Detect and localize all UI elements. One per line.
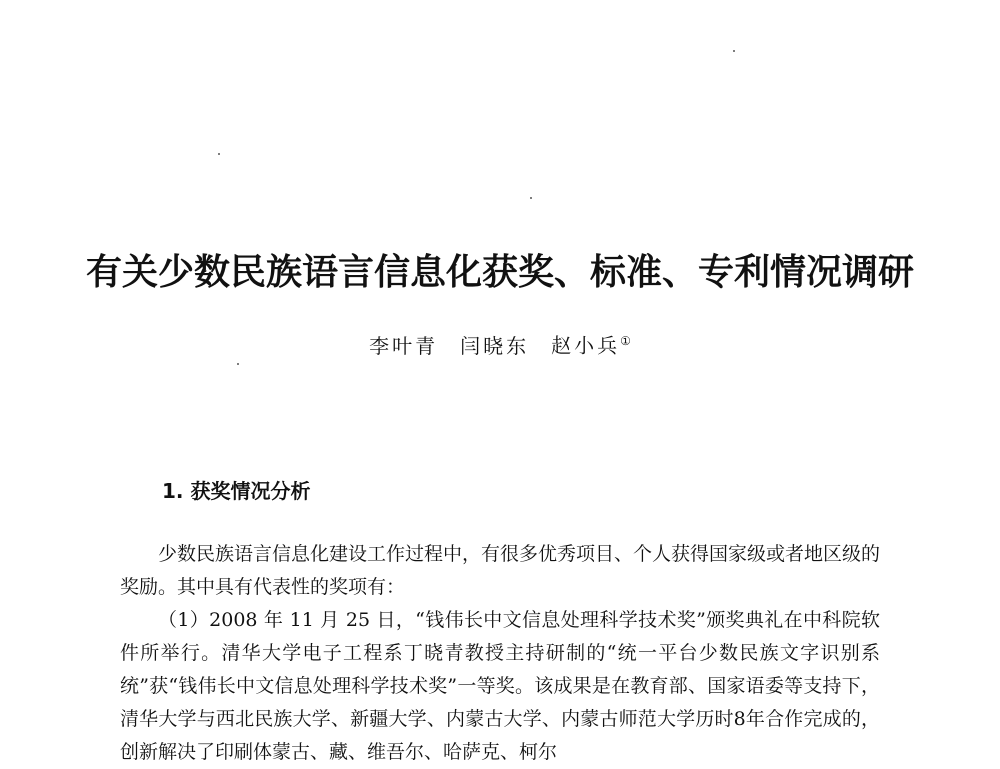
scan-speck <box>530 197 532 199</box>
footnote-marker: ① <box>620 334 631 348</box>
author-name-text: 赵小兵 <box>551 333 621 358</box>
paragraph: （1）2008 年 11 月 25 日，“钱伟长中文信息处理科学技术奖”颁奖典礼在中科院软件所举行。清华大学电子工程系丁晓青教授主持研制的“统一平台少数民族文字识别系统”获“钱伟长中文信息处理科学技术奖”一等奖。该成果是在教育部、国家语委等支持下，清华大学与西北民族大学、新疆大学、内蒙古大学、内蒙古师范大学历时8年合作完成的，创新解决了印刷体蒙古、藏、维吾尔、哈萨克、柯尔 <box>120 609 880 763</box>
author-name: 闫晓东 <box>460 333 530 358</box>
author-list <box>0 328 1000 359</box>
scan-speck <box>237 363 239 365</box>
author-name: 李叶青 <box>369 333 439 358</box>
paper-title: 有关少数民族语言信息化获奖、标准、专利情况调研 <box>85 251 914 293</box>
scan-speck <box>733 50 735 52</box>
scan-speck <box>218 153 220 155</box>
paragraph: 少数民族语言信息化建设工作过程中，有很多优秀项目、个人获得国家级或者地区级的奖励。其中具有代表性的奖项有： <box>120 543 881 598</box>
section-heading: 1. 获奖情况分析 <box>162 479 311 503</box>
body-text <box>120 538 880 769</box>
author-name <box>551 328 631 359</box>
